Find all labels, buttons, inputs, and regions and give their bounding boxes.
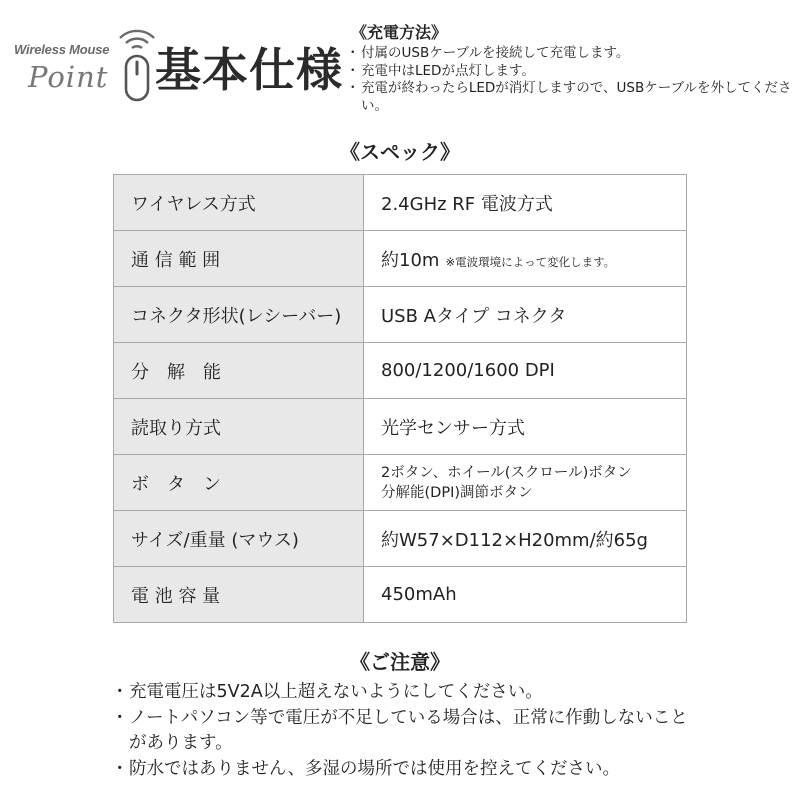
table-row [114,287,687,343]
spec-value: 450mAh [364,567,687,623]
spec-label: 通 信 範 囲 [114,231,364,287]
charging-heading: 《充電方法》 [351,23,448,42]
caution-heading: 《ご注意》 [350,650,450,674]
spec-label: 分 解 能 [114,343,364,399]
spec-value: 約W57×D112×H20mm/約65g [364,511,687,567]
charging-item: ・ 付属のUSBケーブルを接続して充電します。 [349,45,794,63]
table-row [114,399,687,455]
mouse-icon [122,53,152,103]
spec-label: サイズ/重量 (マウス) [114,511,364,567]
table-row [114,231,687,287]
charging-section [349,20,794,115]
charging-item: ・ 充電が終わったらLEDが消灯しますので、USBケーブルを外してください。 [349,80,794,115]
spec-heading: 《スペック》 [340,140,460,164]
spec-value: 約10m [381,249,440,271]
table-row [114,175,687,231]
logo-point-text: Point [28,60,109,94]
spec-value: 光学センサー方式 [364,399,687,455]
spec-label: ボ タ ン [114,455,364,511]
spec-label: 電 池 容 量 [114,567,364,623]
caution-item: ・ 防水ではありません、多湿の場所では使用を控えてください。 [118,757,788,783]
spec-value: 2.4GHz RF 電波方式 [364,175,687,231]
brand-logo [12,20,152,104]
spec-value-line: 分解能(DPI)調節ボタン [381,484,533,501]
table-row [114,567,687,623]
spec-label: コネクタ形状(レシーバー) [114,287,364,343]
caution-section [118,680,788,782]
spec-value-cell [364,455,687,511]
spec-note: ※電波環境によって変化します。 [445,254,616,269]
caution-item: ・ ノートパソコン等で電圧が不足している場合は、正常に作動しないことがあります。 [118,706,704,757]
spec-label: 読取り方式 [114,399,364,455]
spec-value-cell [364,231,687,287]
spec-value-line: 2ボタン、ホイール(スクロール)ボタン [381,464,632,481]
charging-item: ・ 充電中はLEDが点灯します。 [349,63,794,81]
spec-value: USB Aタイプ コネクタ [364,287,687,343]
logo-wireless-text: Wireless Mouse [14,42,110,57]
spec-label: ワイヤレス方式 [114,175,364,231]
table-row [114,511,687,567]
table-row [114,455,687,511]
table-row [114,343,687,399]
spec-value: 800/1200/1600 DPI [364,343,687,399]
page-title: 基本仕様 [155,43,343,97]
caution-item: ・ 充電電圧は5V2A以上超えないようにしてください。 [118,680,788,706]
wifi-icon [116,24,158,54]
spec-table [113,174,687,623]
